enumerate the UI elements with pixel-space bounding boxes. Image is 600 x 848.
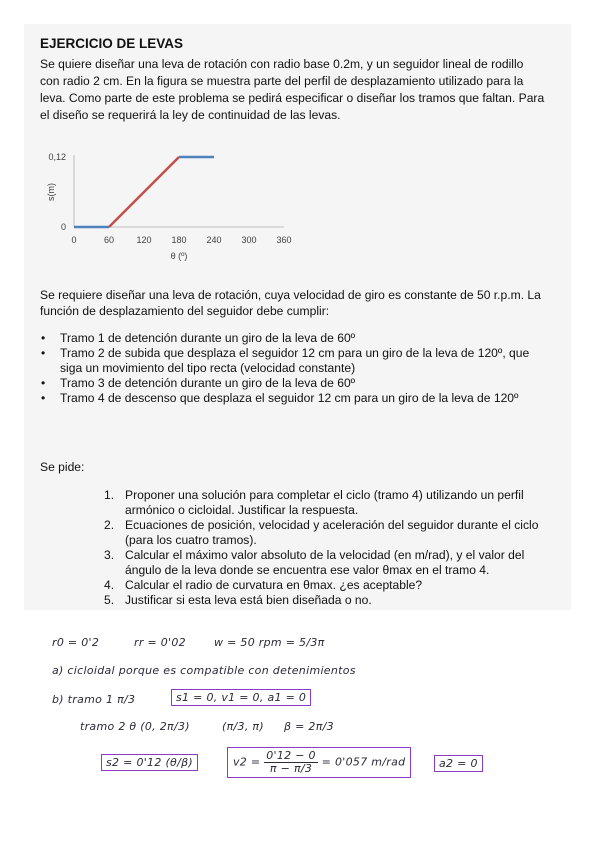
x-tick-label: 240 xyxy=(206,235,222,245)
task-number: 4. xyxy=(104,578,115,592)
requirement-paragraph: Se requiere diseñar una leva de rotación, cuya velocidad de giro es constante de 50 r.p.m. La función de desplazamiento del seguidor debe cumplir: xyxy=(40,288,541,318)
hw-answer-b: b) tramo 1 π/3 xyxy=(52,693,136,706)
bullet-item: • Tramo 1 de detención durante un giro de la leva de 60º xyxy=(41,331,356,345)
intro-paragraph: Se quiere diseñar una leva de rotación con radio base 0.2m, y un seguidor lineal de rodillo con radio 2 cm. En la figura se muestra parte del perfil de desplazamiento utilizado para la leva. Como parte de este problema se pedirá especificar o diseñar los tramos que faltan. Para el diseño se requerirá la ley de continuidad de las levas. xyxy=(40,57,545,122)
series-line-rise xyxy=(109,157,179,227)
displacement-chart xyxy=(40,148,300,266)
hw-v2-denominator: π − π/3 xyxy=(269,762,313,775)
hw-interval: (π/3, π) xyxy=(222,720,264,733)
task-list xyxy=(104,488,548,608)
task-number: 1. xyxy=(104,488,115,502)
bullet-item: • Tramo 4 de descenso que desplaza el seguidor 12 cm para un giro de la leva de 120º xyxy=(41,391,519,405)
task-text: Proponer una solución para completar el ciclo (tramo 4) utilizando un perfil armónico o cicloidal. Justificar la respuesta. xyxy=(125,488,524,517)
hw-answer-a: a) cicloidal porque es compatible con detenimientos xyxy=(52,664,356,677)
hw-box-s2: s2 = 0'12 (θ/β) xyxy=(101,754,198,771)
bullet-item: • Tramo 2 de subida que desplaza el seguidor 12 cm para un giro de la leva de 120º, que siga un movimiento del tipo recta (velocidad constante) xyxy=(41,346,530,375)
hw-angular-speed: w = 50 rpm = 5/3π xyxy=(214,636,325,649)
hw-v2-result: = 0'057 m/rad xyxy=(321,755,406,769)
hw-v2-fraction xyxy=(264,750,318,775)
x-axis-label: θ (º) xyxy=(170,251,188,261)
se-pide-heading: Se pide: xyxy=(40,460,85,474)
bullet-text: Tramo 4 de descenso que desplaza el seguidor 12 cm para un giro de la leva de 120º xyxy=(60,391,519,405)
hw-beta: β = 2π/3 xyxy=(284,720,334,733)
hw-v2-label: v2 = xyxy=(233,755,261,769)
hw-box-a2: a2 = 0 xyxy=(434,755,483,772)
task-number: 3. xyxy=(104,548,115,562)
task-number: 5. xyxy=(104,593,115,607)
y-axis-label: s(m) xyxy=(46,183,56,201)
x-tick-label: 180 xyxy=(171,235,187,245)
bullet-item: • Tramo 3 de detención durante un giro de la leva de 60º xyxy=(41,376,356,390)
task-number: 2. xyxy=(104,518,115,532)
bullet-text: Tramo 1 de detención durante un giro de la leva de 60º xyxy=(60,331,356,345)
task-text: Calcular el máximo valor absoluto de la velocidad (en m/rad), y el valor del ángulo de la leva donde se encuentra ese valor θmax en el tramo 4. xyxy=(125,548,525,577)
x-tick-label: 120 xyxy=(136,235,152,245)
task-item xyxy=(104,518,548,548)
hw-box-v2 xyxy=(227,747,411,778)
task-item xyxy=(104,548,548,578)
hw-tramo2: tramo 2 θ (0, 2π/3) xyxy=(80,720,190,733)
task-item xyxy=(104,578,548,593)
task-text: Calcular el radio de curvatura en θmax. ¿es aceptable? xyxy=(125,578,423,592)
y-tick-label: 0,12 xyxy=(48,152,66,162)
task-item xyxy=(104,593,548,608)
hw-box-tramo1: s1 = 0, v1 = 0, a1 = 0 xyxy=(171,689,311,706)
x-tick-label: 360 xyxy=(276,235,292,245)
x-tick-label: 60 xyxy=(103,235,115,245)
x-tick-label: 300 xyxy=(241,235,257,245)
task-text: Ecuaciones de posición, velocidad y aceleración del seguidor durante el ciclo (para los cuatro tramos). xyxy=(125,518,539,547)
hw-roller-radius: rr = 0'02 xyxy=(134,636,186,649)
y-tick-label: 0 xyxy=(60,222,66,232)
bullet-list xyxy=(40,331,550,406)
hw-base-radius: r0 = 0'2 xyxy=(52,636,100,649)
bullet-text: Tramo 3 de detención durante un giro de la leva de 60º xyxy=(60,376,356,390)
exercise-title: EJERCICIO DE LEVAS xyxy=(40,36,184,51)
hw-v2-numerator: 0'12 − 0 xyxy=(266,749,316,762)
task-item xyxy=(104,488,548,518)
bullet-text: Tramo 2 de subida que desplaza el seguidor 12 cm para un giro de la leva de 120º, que siga un movimiento del tipo recta (velocidad constante) xyxy=(60,346,530,375)
x-tick-label: 0 xyxy=(71,235,77,245)
task-text: Justificar si esta leva está bien diseñada o no. xyxy=(125,593,372,607)
